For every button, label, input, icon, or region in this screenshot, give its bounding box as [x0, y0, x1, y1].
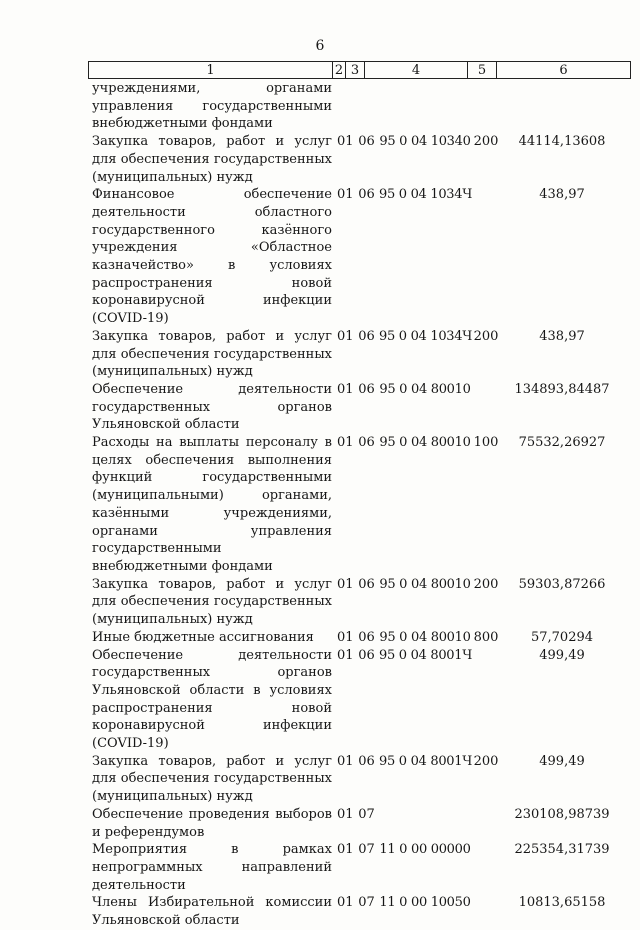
- row-subsection: 07: [358, 842, 375, 858]
- row-name: Финансовое обеспечение деятельности областного государственного казённого учреждения «Областное казначейство» в условиях распространения новой коронавирусной инфекции (COVID-19): [92, 187, 332, 327]
- row-expense-type: 200: [473, 576, 499, 592]
- row-expense-type: [471, 381, 501, 434]
- row-expense-type: 200: [473, 328, 499, 344]
- row-amount: 438,97: [539, 187, 585, 203]
- row-expense-type: [471, 80, 501, 133]
- table-row: [92, 381, 632, 434]
- table-row: [92, 133, 632, 186]
- table-row: [92, 753, 632, 806]
- row-name: Обеспечение деятельности государственных органов Ульяновской области в условиях распространения новой коронавирусной инфекции (COVID-19): [92, 647, 332, 752]
- row-target-code: 95 0 04 80010: [379, 381, 471, 397]
- row-expense-type: 200: [473, 753, 499, 769]
- row-amount: 44114,13608: [518, 134, 606, 150]
- header-col-6: 6: [497, 62, 631, 79]
- row-section: [337, 80, 354, 133]
- row-section: 01: [337, 187, 354, 203]
- row-expense-type: [471, 186, 501, 328]
- row-subsection: [354, 80, 379, 133]
- row-name: Обеспечение проведения выборов и референдумов: [92, 806, 332, 840]
- table-row: [92, 894, 632, 929]
- row-name: Закупка товаров, работ и услуг для обеспечения государственных (муниципальных) нужд: [92, 134, 332, 185]
- row-name: Закупка товаров, работ и услуг для обеспечения государственных (муниципальных) нужд: [92, 576, 332, 628]
- table-row: [92, 576, 632, 629]
- row-section: 01: [337, 576, 354, 592]
- header-col-3: 3: [346, 62, 365, 79]
- row-target-code: 95 0 04 80010: [379, 576, 471, 592]
- table-row: [92, 328, 632, 381]
- row-name: учреждениями, органами управления государственными внебюджетными фондами: [92, 81, 332, 132]
- row-amount: 499,49: [539, 647, 585, 663]
- row-subsection: 06: [358, 187, 375, 203]
- row-target-code: 95 0 04 1034Ч: [379, 328, 472, 344]
- header-col-1: 1: [89, 62, 333, 79]
- row-expense-type: [471, 647, 501, 753]
- row-amount: 75532,26927: [518, 435, 606, 451]
- row-amount: 10813,65158: [518, 895, 606, 911]
- row-expense-type: [471, 806, 501, 841]
- header-col-5: 5: [468, 62, 497, 79]
- row-expense-type: [471, 841, 501, 894]
- row-section: 01: [337, 381, 354, 397]
- row-amount: [501, 80, 623, 133]
- row-target-code: 95 0 04 10340: [379, 134, 471, 150]
- row-subsection: 06: [358, 435, 375, 451]
- table-row: [92, 629, 632, 647]
- row-target-code: 95 0 04 1034Ч: [379, 187, 472, 203]
- row-target-code: [379, 80, 471, 133]
- row-subsection: 07: [358, 806, 375, 822]
- row-target-code: 11 0 00 10050: [379, 895, 471, 911]
- row-section: 01: [337, 895, 354, 911]
- row-subsection: 06: [358, 134, 375, 150]
- row-section: 01: [337, 629, 354, 645]
- row-target-code: 95 0 04 80010: [379, 435, 471, 451]
- row-name: Закупка товаров, работ и услуг для обеспечения государственных (муниципальных) нужд: [92, 753, 332, 805]
- table-row: [92, 841, 632, 894]
- row-section: 01: [337, 842, 354, 858]
- row-amount: 134893,84487: [514, 381, 610, 397]
- row-name: Расходы на выплаты персоналу в целях обеспечения выполнения функций государственными (муниципальными) органами, казёнными учреждениями, органами управления государственными внебюджетными фондами: [92, 435, 332, 574]
- row-target-code: 95 0 04 80010: [379, 629, 471, 645]
- row-name: Члены Избирательной комиссии Ульяновской области: [92, 895, 332, 929]
- column-header-table: [88, 61, 631, 79]
- row-expense-type: 200: [473, 134, 499, 150]
- page-number: 6: [315, 38, 325, 54]
- row-name: Закупка товаров, работ и услуг для обеспечения государственных (муниципальных) нужд: [92, 328, 332, 380]
- row-target-code: [379, 806, 471, 841]
- header-col-4: 4: [365, 62, 468, 79]
- table-row: [92, 186, 632, 328]
- table-row: [92, 647, 632, 753]
- row-section: 01: [337, 753, 354, 769]
- row-amount: 59303,87266: [518, 576, 606, 592]
- row-subsection: 06: [358, 629, 375, 645]
- row-amount: 225354,31739: [514, 842, 610, 858]
- budget-rows: [92, 80, 632, 930]
- row-subsection: 06: [358, 576, 375, 592]
- row-section: 01: [337, 647, 354, 663]
- row-amount: 438,97: [539, 328, 585, 344]
- row-name: Иные бюджетные ассигнования: [92, 629, 314, 645]
- row-subsection: 06: [358, 381, 375, 397]
- table-row: [92, 434, 632, 576]
- row-amount: 230108,98739: [514, 806, 610, 822]
- table-row: [92, 806, 632, 841]
- table-row: [92, 80, 632, 133]
- row-expense-type: [471, 894, 501, 929]
- row-target-code: 95 0 04 8001Ч: [379, 647, 472, 663]
- header-col-2: 2: [333, 62, 346, 79]
- row-name: Мероприятия в рамках непрограммных направлений деятельности: [92, 842, 332, 893]
- row-name: Обеспечение деятельности государственных органов Ульяновской области: [92, 381, 332, 433]
- row-section: 01: [337, 134, 354, 150]
- row-subsection: 07: [358, 895, 375, 911]
- row-subsection: 06: [358, 328, 375, 344]
- row-expense-type: 800: [473, 629, 499, 645]
- row-subsection: 06: [358, 753, 375, 769]
- row-subsection: 06: [358, 647, 375, 663]
- row-amount: 57,70294: [530, 629, 594, 645]
- row-amount: 499,49: [539, 753, 585, 769]
- row-section: 01: [337, 328, 354, 344]
- row-target-code: 11 0 00 00000: [379, 842, 471, 858]
- row-target-code: 95 0 04 8001Ч: [379, 753, 472, 769]
- row-expense-type: 100: [473, 435, 499, 451]
- row-section: 01: [337, 806, 354, 822]
- row-section: 01: [337, 435, 354, 451]
